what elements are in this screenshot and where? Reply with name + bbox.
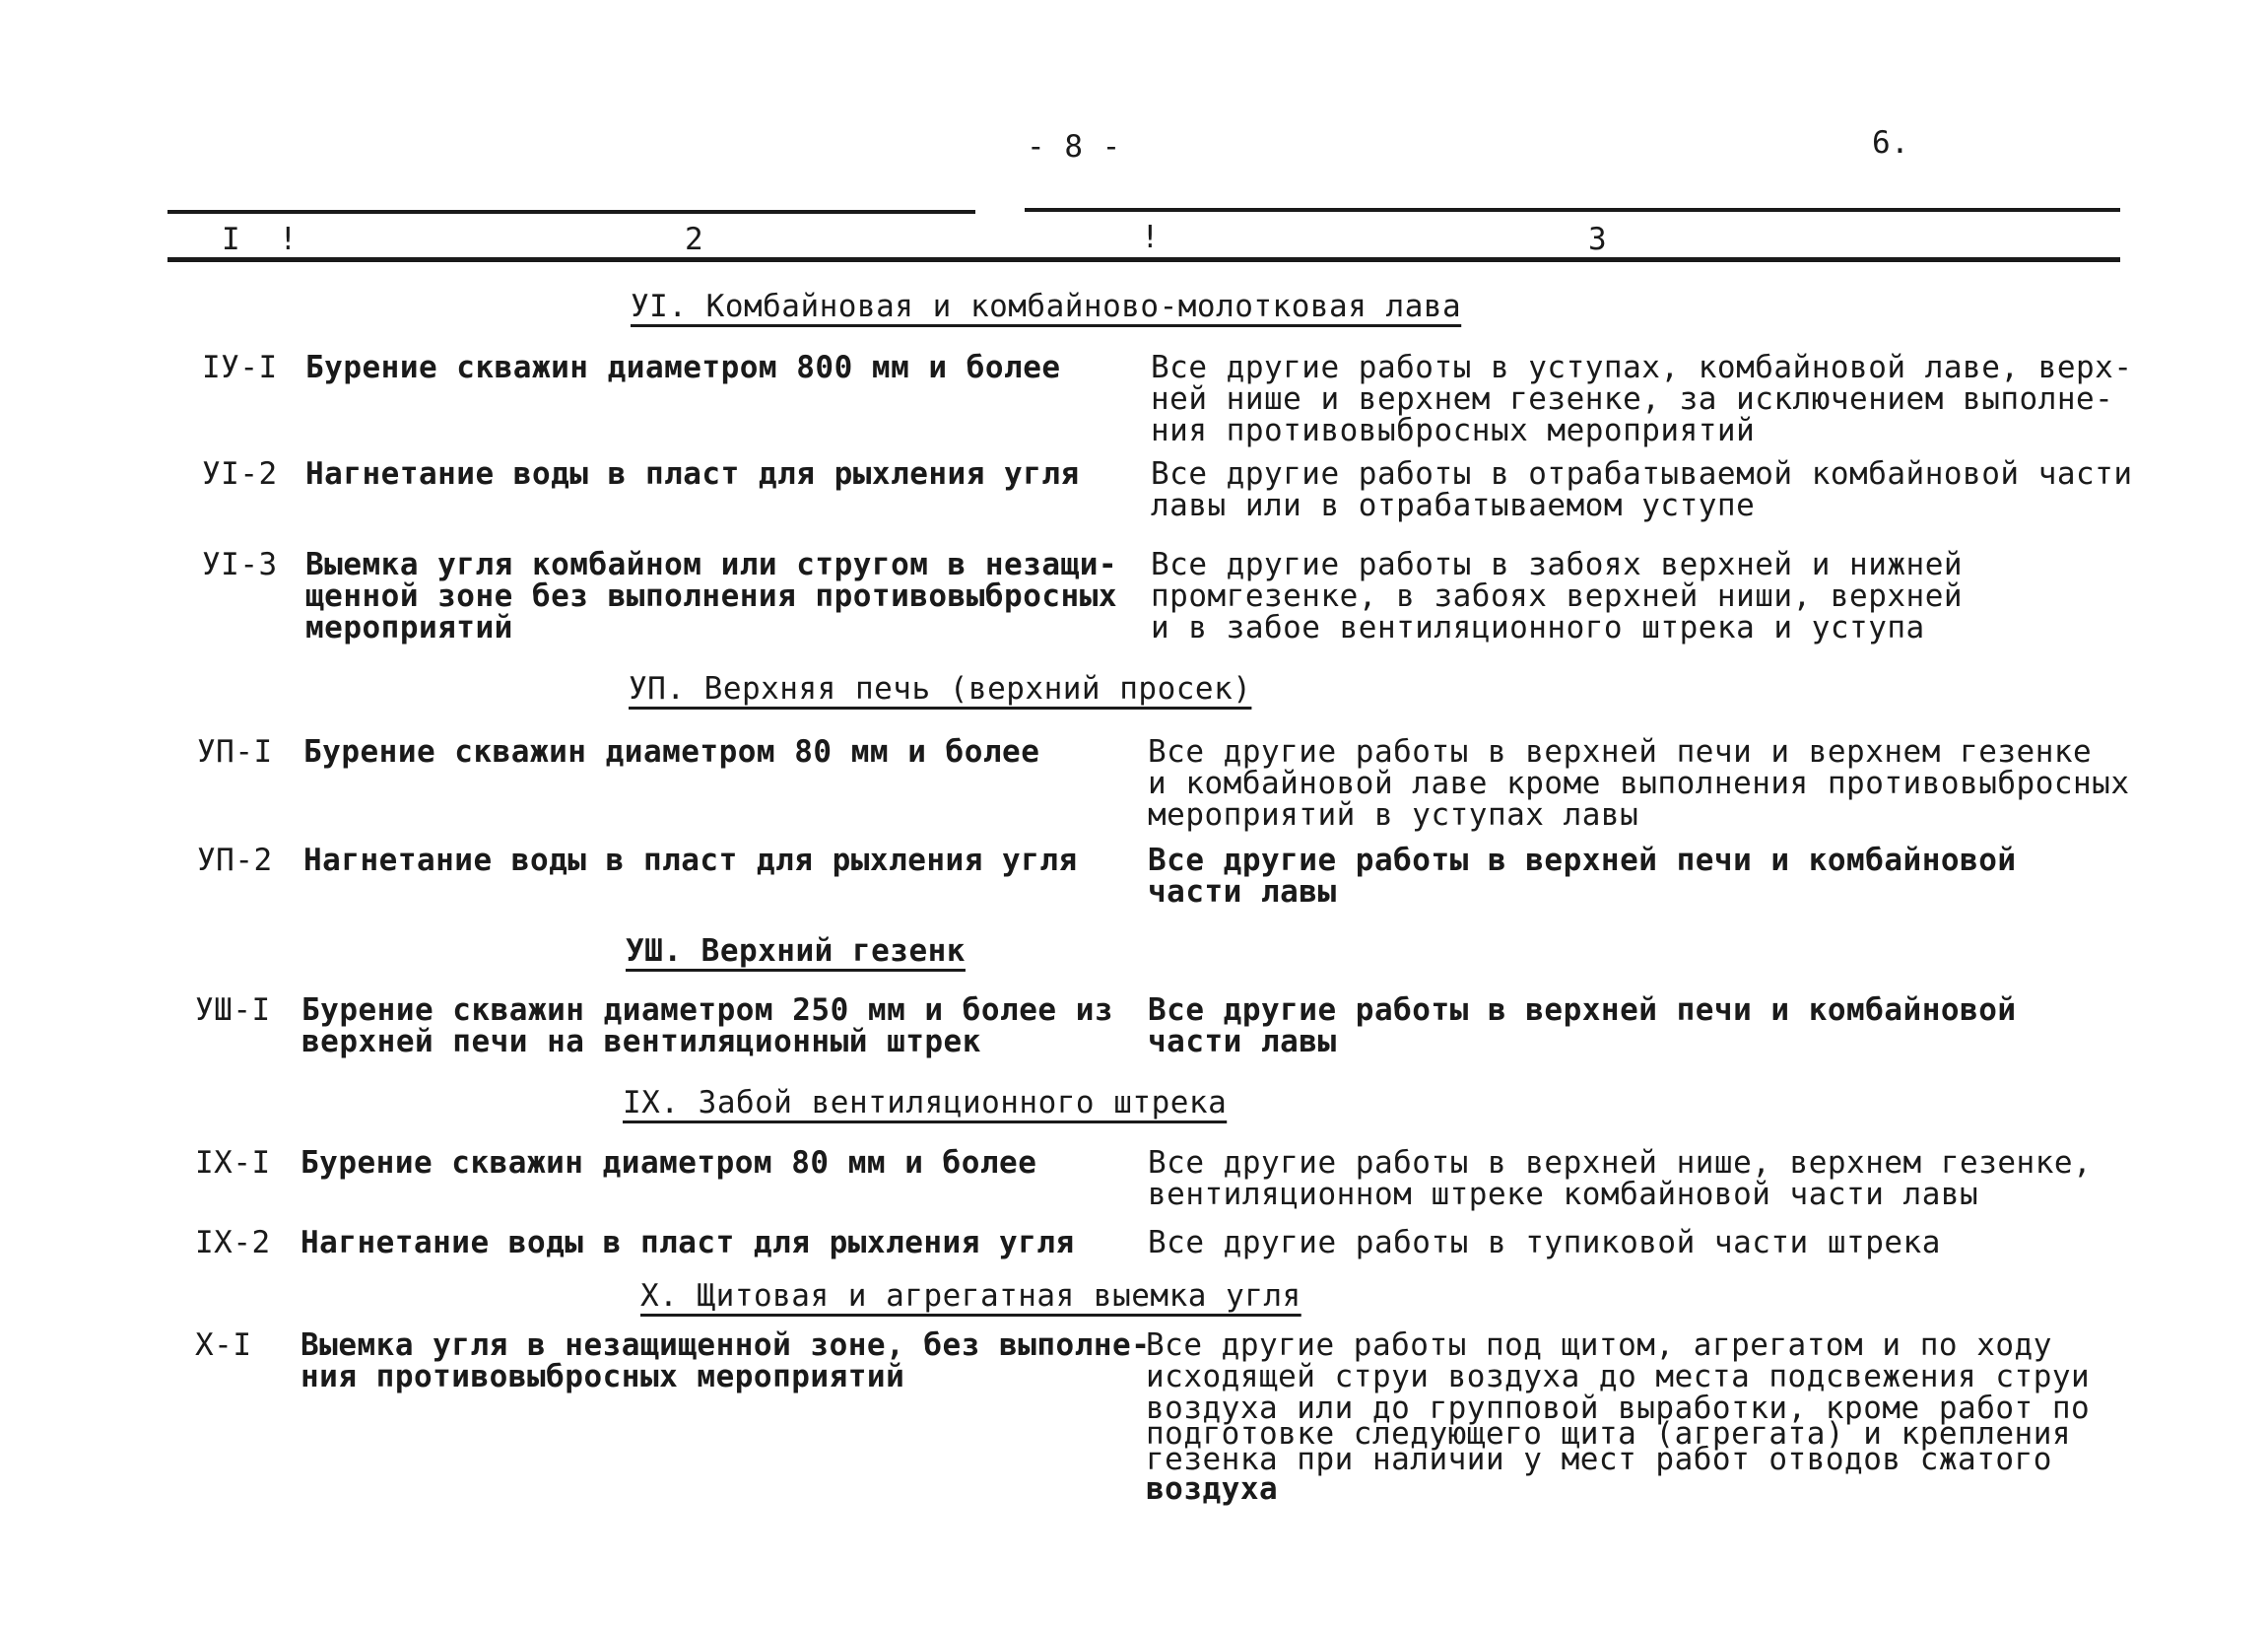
work-line: щенной зоне без выполнения противовыбросных [305, 578, 1118, 614]
work-line: Бурение скважин диаметром 80 мм и более [300, 1145, 1037, 1181]
work-line: ния противовыбросных мероприятий [300, 1359, 905, 1394]
other-line: Все другие работы в забоях верхней и нижней [1151, 547, 1964, 582]
other-line: гезенка при наличии у мест работ отводов сжатого [1146, 1442, 2052, 1477]
other-line: лавы или в отрабатываемом уступе [1151, 488, 1756, 523]
other-line: Все другие работы под щитом, агрегатом и по ходу [1146, 1327, 2052, 1363]
work-line: Выемка угля комбайном или стругом в незащи- [305, 547, 1118, 582]
section-title: УI. Комбайновая и комбайново-молотковая лава [631, 289, 1462, 324]
work-line: Нагнетание воды в пласт для рыхления угля [303, 843, 1078, 878]
other-line: Все другие работы в верхней печи и комбайновой [1148, 843, 2017, 878]
other-line: промгезенке, в забоях верхней ниши, верхней [1151, 578, 1964, 614]
work-line: Нагнетание воды в пласт для рыхления угля [300, 1225, 1075, 1260]
row-code: IX-2 [195, 1225, 271, 1260]
other-line: мероприятий в уступах лавы [1148, 797, 1639, 833]
other-line: и комбайновой лаве кроме выполнения противовыбросных [1148, 766, 2130, 801]
column-header-1: I [222, 222, 241, 257]
other-line: Все другие работы в тупиковой части штрека [1148, 1225, 1941, 1260]
other-line: и в забое вентиляционного штрека и уступа [1151, 610, 1925, 645]
section-title: X. Щитовая и агрегатная выемка угля [640, 1278, 1301, 1314]
section-title: УШ. Верхний гезенк [626, 933, 966, 969]
other-line: исходящей струи воздуха до места подсвежения струи [1146, 1359, 2091, 1394]
other-line: ней нише и верхнем гезенке, за исключением выполне- [1151, 381, 2114, 417]
other-line: вентиляционном штреке комбайновой части лавы [1148, 1177, 1979, 1212]
other-line: Все другие работы в верхней печи и комбайновой [1148, 992, 2017, 1028]
column-header-2: 2 [685, 222, 704, 257]
other-line: подготовке следующего щита (агрегата) и крепления [1146, 1416, 2072, 1452]
column-separator-1: ! [279, 222, 299, 257]
work-line: Нагнетание воды в пласт для рыхления угля [305, 456, 1080, 492]
row-code: УI-3 [202, 547, 278, 582]
table-top-rule-right [1025, 208, 2120, 212]
column-separator-2: ! [1141, 220, 1161, 255]
work-line: Выемка угля в незащищенной зоне, без выполне- [300, 1327, 1151, 1363]
other-line: Все другие работы в верхней нише, верхнем гезенке, [1148, 1145, 2093, 1181]
page-number: - 8 - [1027, 129, 1121, 165]
work-line: Бурение скважин диаметром 800 мм и более [305, 350, 1061, 385]
sheet-mark: 6. [1872, 125, 1910, 161]
work-line: Бурение скважин диаметром 250 мм и более из [301, 992, 1114, 1028]
other-line: воздуха [1146, 1471, 1279, 1507]
row-code: IX-I [195, 1145, 271, 1181]
other-line: Все другие работы в отрабатываемой комбайновой части [1151, 456, 2133, 492]
row-code: УШ-I [195, 992, 271, 1028]
work-line: Бурение скважин диаметром 80 мм и более [303, 734, 1040, 770]
other-line: части лавы [1148, 874, 1337, 910]
work-line: верхней печи на вентиляционный штрек [301, 1024, 981, 1059]
other-line: Все другие работы в уступах, комбайновой лаве, верх- [1151, 350, 2133, 385]
other-line: ния противовыбросных мероприятий [1151, 413, 1756, 448]
section-title: IX. Забой вентиляционного штрека [623, 1085, 1228, 1120]
row-code: IУ-I [202, 350, 278, 385]
other-line: части лавы [1148, 1024, 1337, 1059]
table-top-rule-left [167, 210, 975, 214]
other-line: воздуха или до групповой выработки, кроме работ по [1146, 1391, 2091, 1426]
other-line: Все другие работы в верхней печи и верхнем гезенке [1148, 734, 2093, 770]
section-title: УП. Верхняя печь (верхний просек) [629, 671, 1252, 707]
row-code: X-I [195, 1327, 252, 1363]
row-code: УI-2 [202, 456, 278, 492]
row-code: УП-2 [197, 843, 273, 878]
table-header-bottom-rule [167, 257, 2120, 262]
column-header-3: 3 [1588, 222, 1608, 257]
work-line: мероприятий [305, 610, 513, 645]
row-code: УП-I [197, 734, 273, 770]
